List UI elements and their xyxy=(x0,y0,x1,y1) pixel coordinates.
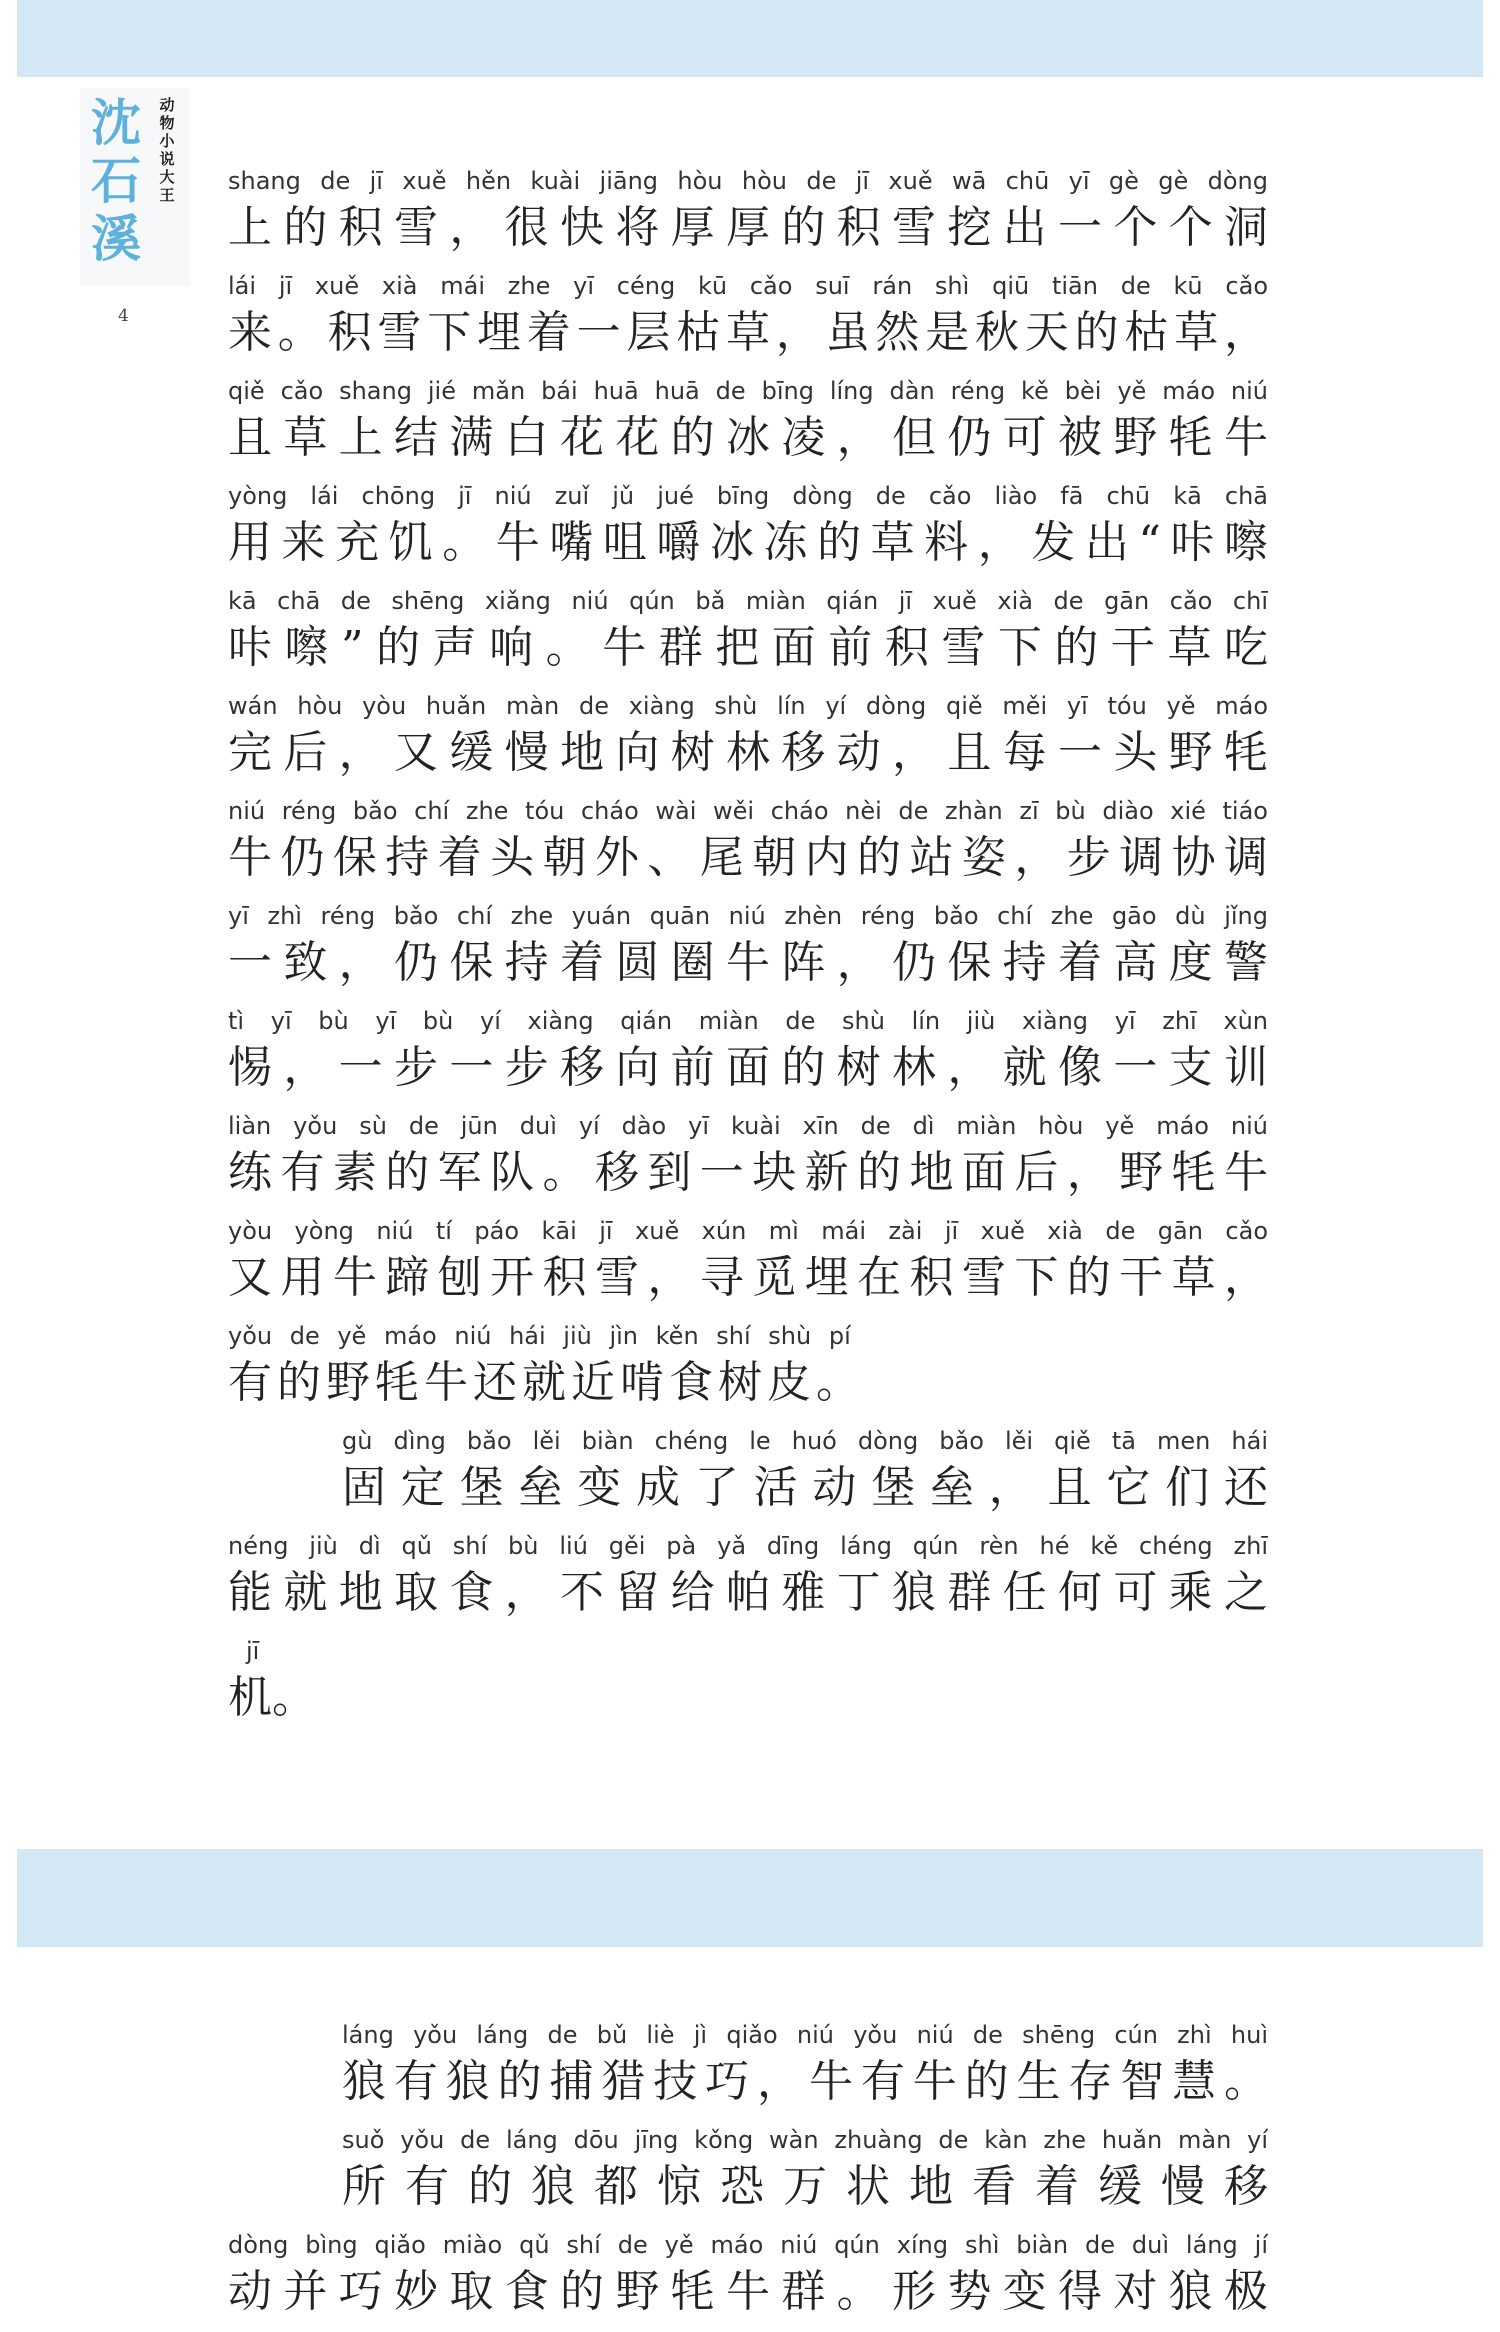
text-line xyxy=(228,584,1268,688)
hanzi-line: 机。 xyxy=(228,1672,316,1723)
hanzi-line: 咔嚓”的声响。牛群把面前积雪下的干草吃 xyxy=(228,622,1268,673)
pinyin-line: dòng bìng qiǎo miào qǔ shí de yě máo niú qún xíng shì biàn de duì láng jí xyxy=(228,2231,1268,2259)
hanzi-line: 牛仍保持着头朝外、尾朝内的站姿，步调协调 xyxy=(228,832,1268,883)
pinyin-line: néng jiù dì qǔ shí bù liú gěi pà yǎ dīng láng qún rèn hé kě chéng zhī xyxy=(228,1532,1268,1560)
hanzi-line: 一致，仍保持着圆圈牛阵，仍保持着高度警 xyxy=(228,937,1268,988)
text-line xyxy=(228,689,1268,793)
pinyin-line: jī xyxy=(246,1637,260,1665)
hanzi-line: 又用牛蹄刨开积雪，寻觅埋在积雪下的干草， xyxy=(228,1252,1268,1303)
pinyin-line: liàn yǒu sù de jūn duì yí dào yī kuài xīn de dì miàn hòu yě máo niú xyxy=(228,1112,1268,1140)
text-line xyxy=(228,2228,1268,2332)
hanzi-line: 且草上结满白花花的冰凌，但仍可被野牦牛 xyxy=(228,412,1268,463)
text-line xyxy=(228,164,1268,268)
hanzi-line: 所有的狼都惊恐万状地看着缓慢移 xyxy=(342,2161,1268,2212)
text-line xyxy=(228,899,1268,1003)
pinyin-line: yǒu de yě máo niú hái jiù jìn kěn shí shù pí xyxy=(228,1322,851,1350)
page-divider-band xyxy=(17,1849,1483,1947)
page-number: 4 xyxy=(118,306,129,326)
text-line xyxy=(228,1109,1268,1213)
text-line xyxy=(228,1319,1268,1423)
pinyin-line: láng yǒu láng de bǔ liè jì qiǎo niú yǒu niú de shēng cún zhì huì xyxy=(342,2021,1268,2049)
pinyin-line: yòng lái chōng jī niú zuǐ jǔ jué bīng dòng de cǎo liào fā chū kā chā xyxy=(228,482,1268,510)
hanzi-line: 完后，又缓慢地向树林移动，且每一头野牦 xyxy=(228,727,1268,778)
hanzi-line: 有的野牦牛还就近啃食树皮。 xyxy=(228,1357,865,1408)
pinyin-line: suǒ yǒu de láng dōu jīng kǒng wàn zhuàng de kàn zhe huǎn màn yí xyxy=(342,2126,1268,2154)
text-line xyxy=(228,1214,1268,1318)
pinyin-line: gù dìng bǎo lěi biàn chéng le huó dòng bǎo lěi qiě tā men hái xyxy=(342,1427,1268,1455)
text-line xyxy=(342,2123,1268,2227)
pinyin-line: yī zhì réng bǎo chí zhe yuán quān niú zhèn réng bǎo chí zhe gāo dù jǐng xyxy=(228,902,1268,930)
text-line xyxy=(342,1424,1268,1528)
hanzi-line: 来。积雪下埋着一层枯草，虽然是秋天的枯草， xyxy=(228,307,1268,358)
hanzi-line: 动并巧妙取食的野牦牛群。形势变得对狼极 xyxy=(228,2266,1268,2317)
pinyin-line: yòu yòng niú tí páo kāi jī xuě xún mì mái zài jī xuě xià de gān cǎo xyxy=(228,1217,1268,1245)
text-line xyxy=(228,479,1268,583)
text-line xyxy=(228,269,1268,373)
pinyin-line: kā chā de shēng xiǎng niú qún bǎ miàn qián jī xuě xià de gān cǎo chī xyxy=(228,587,1268,615)
pinyin-line: qiě cǎo shang jié mǎn bái huā huā de bīng líng dàn réng kě bèi yě máo niú xyxy=(228,377,1268,405)
hanzi-line: 固定堡垒变成了活动堡垒，且它们还 xyxy=(342,1462,1268,1513)
hanzi-line: 能就地取食，不留给帕雅丁狼群任何可乘之 xyxy=(228,1567,1268,1618)
pinyin-line: wán hòu yòu huǎn màn de xiàng shù lín yí dòng qiě měi yī tóu yě máo xyxy=(228,692,1268,720)
text-line xyxy=(228,374,1268,478)
series-name: 动物小说大王 xyxy=(159,96,175,204)
text-line xyxy=(228,1004,1268,1108)
hanzi-line: 用来充饥。牛嘴咀嚼冰冻的草料，发出“咔嚓 xyxy=(228,517,1268,568)
hanzi-line: 练有素的军队。移到一块新的地面后，野牦牛 xyxy=(228,1147,1268,1198)
text-line xyxy=(228,1634,528,1738)
text-line xyxy=(342,2018,1268,2122)
text-line xyxy=(228,794,1268,898)
hanzi-line: 上的积雪，很快将厚厚的积雪挖出一个个洞 xyxy=(228,202,1268,253)
pinyin-line: niú réng bǎo chí zhe tóu cháo wài wěi cháo nèi de zhàn zī bù diào xié tiáo xyxy=(228,797,1268,825)
book-series-logo xyxy=(80,88,190,286)
author-title: 沈石溪 xyxy=(91,94,141,268)
hanzi-line: 狼有狼的捕猎技巧，牛有牛的生存智慧。 xyxy=(342,2056,1268,2107)
text-line xyxy=(228,1529,1268,1633)
hanzi-line: 惕，一步一步移向前面的树林，就像一支训 xyxy=(228,1042,1268,1093)
pinyin-line: shang de jī xuě hěn kuài jiāng hòu hòu de jī xuě wā chū yī gè gè dòng xyxy=(228,167,1268,195)
pinyin-line: tì yī bù yī bù yí xiàng qián miàn de shù lín jiù xiàng yī zhī xùn xyxy=(228,1007,1268,1035)
pinyin-line: lái jī xuě xià mái zhe yī céng kū cǎo suī rán shì qiū tiān de kū cǎo xyxy=(228,272,1268,300)
header-band xyxy=(17,0,1483,77)
